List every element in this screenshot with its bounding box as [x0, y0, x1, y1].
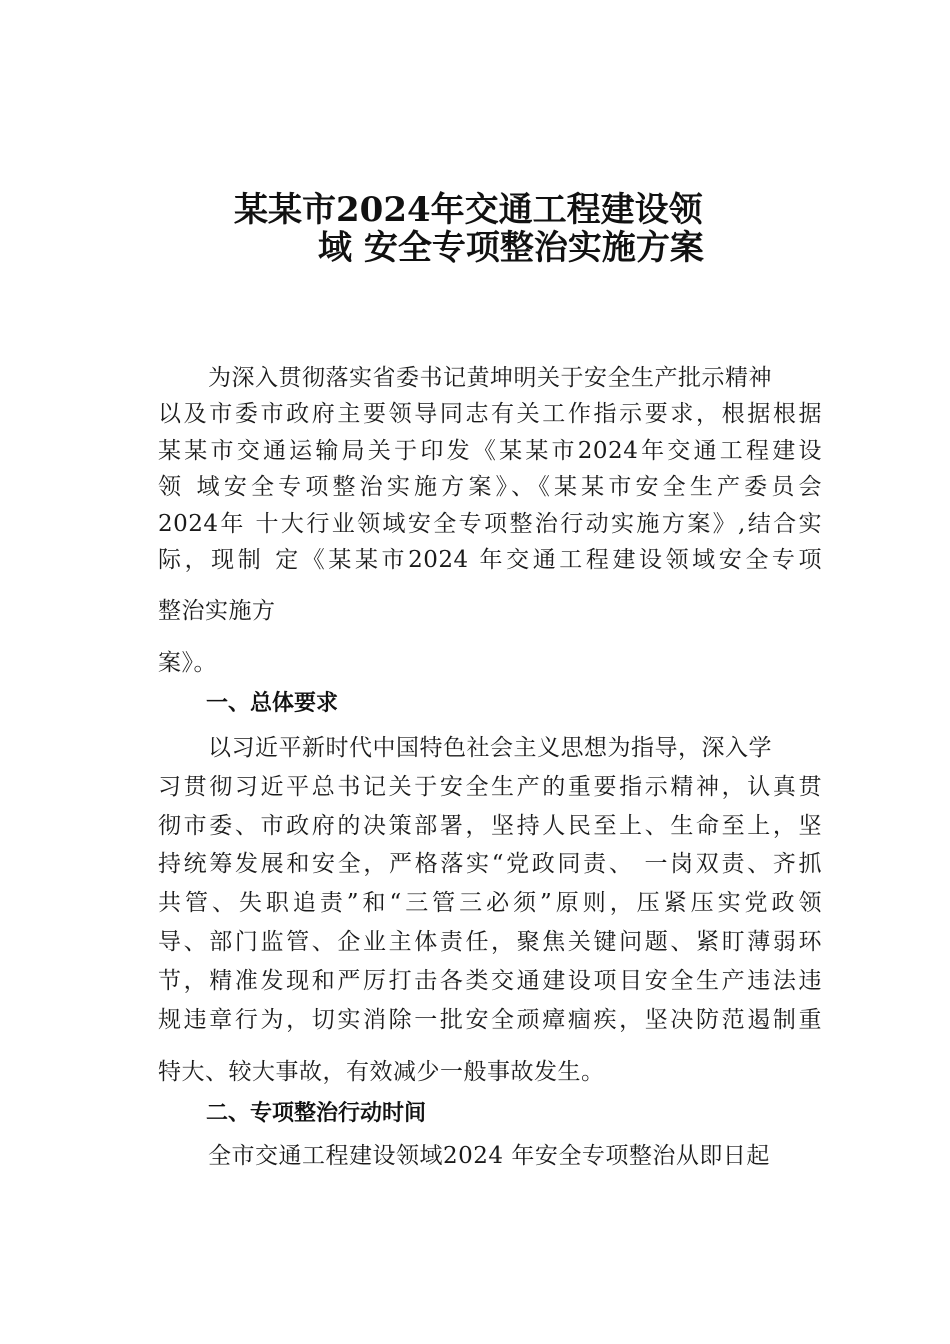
section1-line-1: 以习近平新时代中国特色社会主义思想为指导，深入学 — [208, 735, 772, 761]
section1-line-8: 规违章行为，切实消除一批安全顽瘴痼疾，坚决防范遏制重 — [158, 1007, 822, 1033]
section-heading-action-time: 二、专项整治行动时间 — [206, 1101, 427, 1126]
section1-line-6: 导、部门监管、企业主体责任，聚焦关键问题、紧盯薄弱环 — [158, 929, 822, 955]
section2-line-1: 全市交通工程建设领域2024 年安全专项整治从即日起 — [208, 1143, 770, 1169]
section1-line-9: 特大、较大事故，有效减少一般事故发生。 — [158, 1059, 605, 1085]
intro-line-8: 案》。 — [158, 650, 217, 676]
intro-line-1: 为深入贯彻落实省委书记黄坤明关于安全生产批示精神 — [208, 365, 772, 391]
section1-line-4: 持统筹发展和安全，严格落实“党政同责、 一岗双责、齐抓 — [158, 851, 822, 877]
intro-line-2: 以及市委市政府主要领导同志有关工作指示要求，根据根据 — [158, 401, 822, 427]
intro-line-5: 2024年 十大行业领域安全专项整治行动实施方案》,结合实 — [158, 511, 822, 537]
intro-line-7: 整治实施方 — [158, 598, 276, 624]
document-title-line-1: 某某市2024年交通工程建设领 — [234, 190, 703, 230]
section-heading-general-requirements: 一、总体要求 — [206, 691, 339, 716]
section1-line-7: 节，精准发现和严厉打击各类交通建设项目安全生产违法违 — [158, 968, 822, 994]
section1-line-3: 彻市委、市政府的决策部署，坚持人民至上、生命至上，坚 — [158, 813, 822, 839]
document-title-line-2: 域 安全专项整治实施方案 — [318, 228, 704, 268]
intro-line-4: 领 域安全专项整治实施方案》、《某某市安全生产委员会 — [158, 474, 822, 500]
section1-line-2: 习贯彻习近平总书记关于安全生产的重要指示精神，认真贯 — [158, 774, 822, 800]
section1-line-5: 共管、失职追责”和“三管三必须”原则，压紧压实党政领 — [158, 890, 822, 916]
intro-line-3: 某某市交通运输局关于印发《某某市2024年交通工程建设 — [158, 438, 822, 464]
intro-line-6: 际，现制 定《某某市2024 年交通工程建设领域安全专项 — [158, 547, 822, 573]
